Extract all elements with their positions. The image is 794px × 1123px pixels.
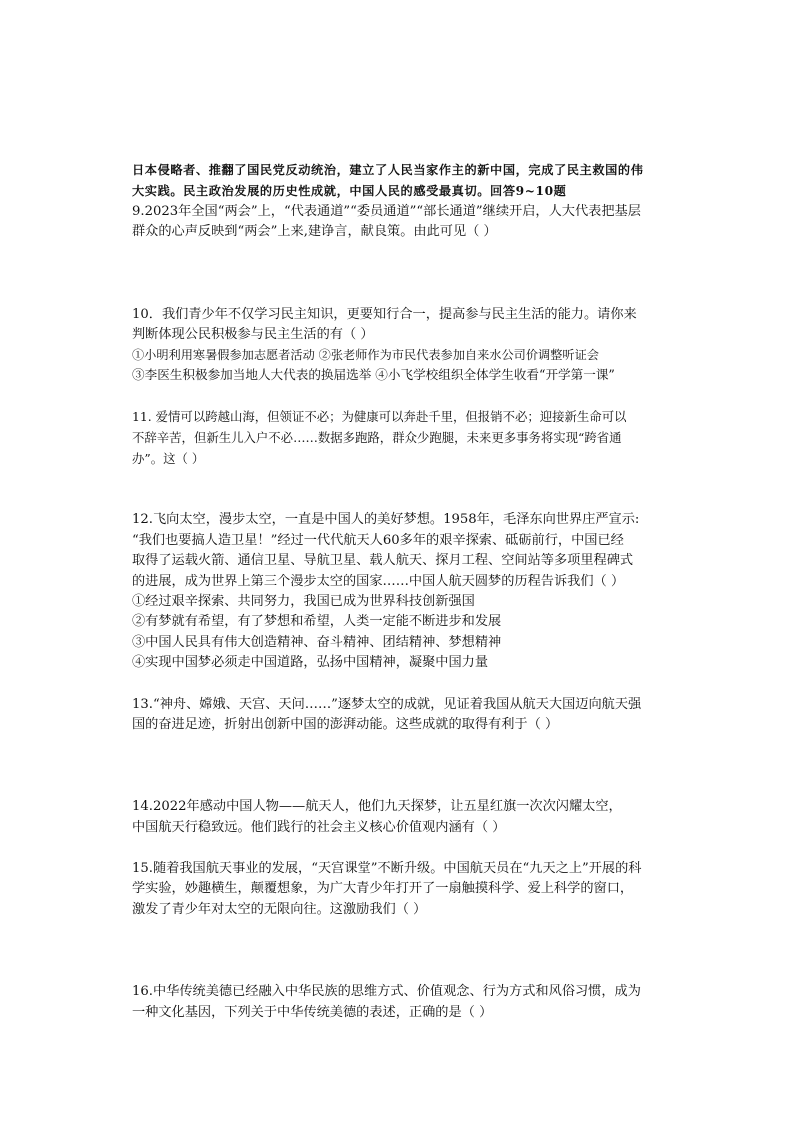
- q12-statement-1: ①经过艰辛探索、共同努力，我国已成为世界科技创新强国: [132, 594, 475, 609]
- q10-stem-2: 判断体现公民积极参与民主生活的有（ ）: [132, 327, 374, 342]
- q16-stem-2: 一种文化基因，下列关于中华传统美德的表述，正确的是（ ）: [132, 1005, 493, 1020]
- q13-stem-1: 13.“神舟、嫦娥、天宫、天问……”逐梦太空的成就，见证着我国从航天大国迈向航天强: [132, 697, 642, 712]
- q12-stem-2: “我们也要搞人造卫星！”经过一代代航天人60多年的艰辛探索、砥砺前行，中国已经: [132, 533, 624, 548]
- q15-stem-3: 激发了青少年对太空的无限向往。这激励我们（ ）: [132, 902, 427, 917]
- q15-stem-2: 学实验，妙趣横生，颠覆想象，为广大青少年打开了一扇触摸科学、爱上科学的窗口，: [132, 881, 634, 896]
- q12-stem-1: 12.飞向太空，漫步太空，一直是中国人的美好梦想。1958年，毛泽东向世界庄严宣示:: [132, 512, 640, 527]
- q12-statement-4: ④实现中国梦必须走中国道路，弘扬中国精神，凝聚中国力量: [132, 655, 489, 670]
- intro-line-2: 大实践。民主政治发展的历史性成就，中国人民的感受最真切。回答9~10题: [132, 184, 567, 198]
- q9-stem-1: 9.2023年全国“两会”上，“代表通道”“委员通道”“部长通道”继续开启，人大代表把基层: [132, 204, 641, 219]
- q12-statement-3: ③中国人民具有伟大创造精神、奋斗精神、团结精神、梦想精神: [132, 635, 502, 650]
- q12-stem-3: 取得了运载火箭、通信卫星、导航卫星、载人航天、探月工程、空间站等多项里程碑式: [132, 553, 634, 568]
- q11-stem-3: 办”。这（ ）: [132, 451, 205, 466]
- q12-statement-2: ②有梦就有希望，有了梦想和希望，人类一定能不断进步和发展: [132, 614, 502, 629]
- q10-statement-row-1: ①小明利用寒暑假参加志愿者活动 ②张老师作为市民代表参加自来水公司价调整听证会: [132, 348, 599, 362]
- q9-stem-2: 群众的心声反映到“两会”上来,建诤言，献良策。由此可见（ ）: [132, 224, 497, 239]
- q11-stem-2: 不辞辛苦，但新生儿入户不必……数据多跑路，群众少跑腿，未来更多事务将实现“跨省通: [132, 430, 622, 445]
- intro-line-1: 日本侵略者、推翻了国民党反动统治，建立了人民当家作主的新中国，完成了民主救国的伟: [132, 163, 644, 177]
- q14-stem-2: 中国航天行稳致远。他们践行的社会主义核心价值观内涵有（ ）: [132, 820, 506, 835]
- q15-stem-1: 15.随着我国航天事业的发展，“天宫课堂”不断升级。中国航天员在“九天之上”开展的科: [132, 861, 642, 876]
- q10-stem-1: 10．我们青少年不仅学习民主知识，更要知行合一，提高参与民主生活的能力。请你来: [132, 307, 637, 322]
- q10-statement-row-2: ③李医生积极参加当地人大代表的换届选举 ④小飞学校组织全体学生收看“开学第一课”: [132, 367, 615, 382]
- q14-stem-1: 14.2022年感动中国人物——航天人，他们九天探梦，让五星红旗一次次闪耀太空，: [132, 799, 622, 814]
- q11-stem-1: 11. 爱情可以跨越山海，但领证不必；为健康可以奔赴千里，但报销不必；迎接新生命可以: [132, 409, 627, 424]
- q13-stem-2: 国的奋进足迹，折射出创新中国的澎湃动能。这些成就的取得有利于（ ）: [132, 717, 559, 732]
- q12-stem-4: 的进展，成为世界上第三个漫步太空的国家……中国人航天圆梦的历程告诉我们（ ）: [132, 574, 625, 589]
- q16-stem-1: 16.中华传统美德已经融入中华民族的思维方式、价值观念、行为方式和风俗习惯，成为: [132, 984, 641, 999]
